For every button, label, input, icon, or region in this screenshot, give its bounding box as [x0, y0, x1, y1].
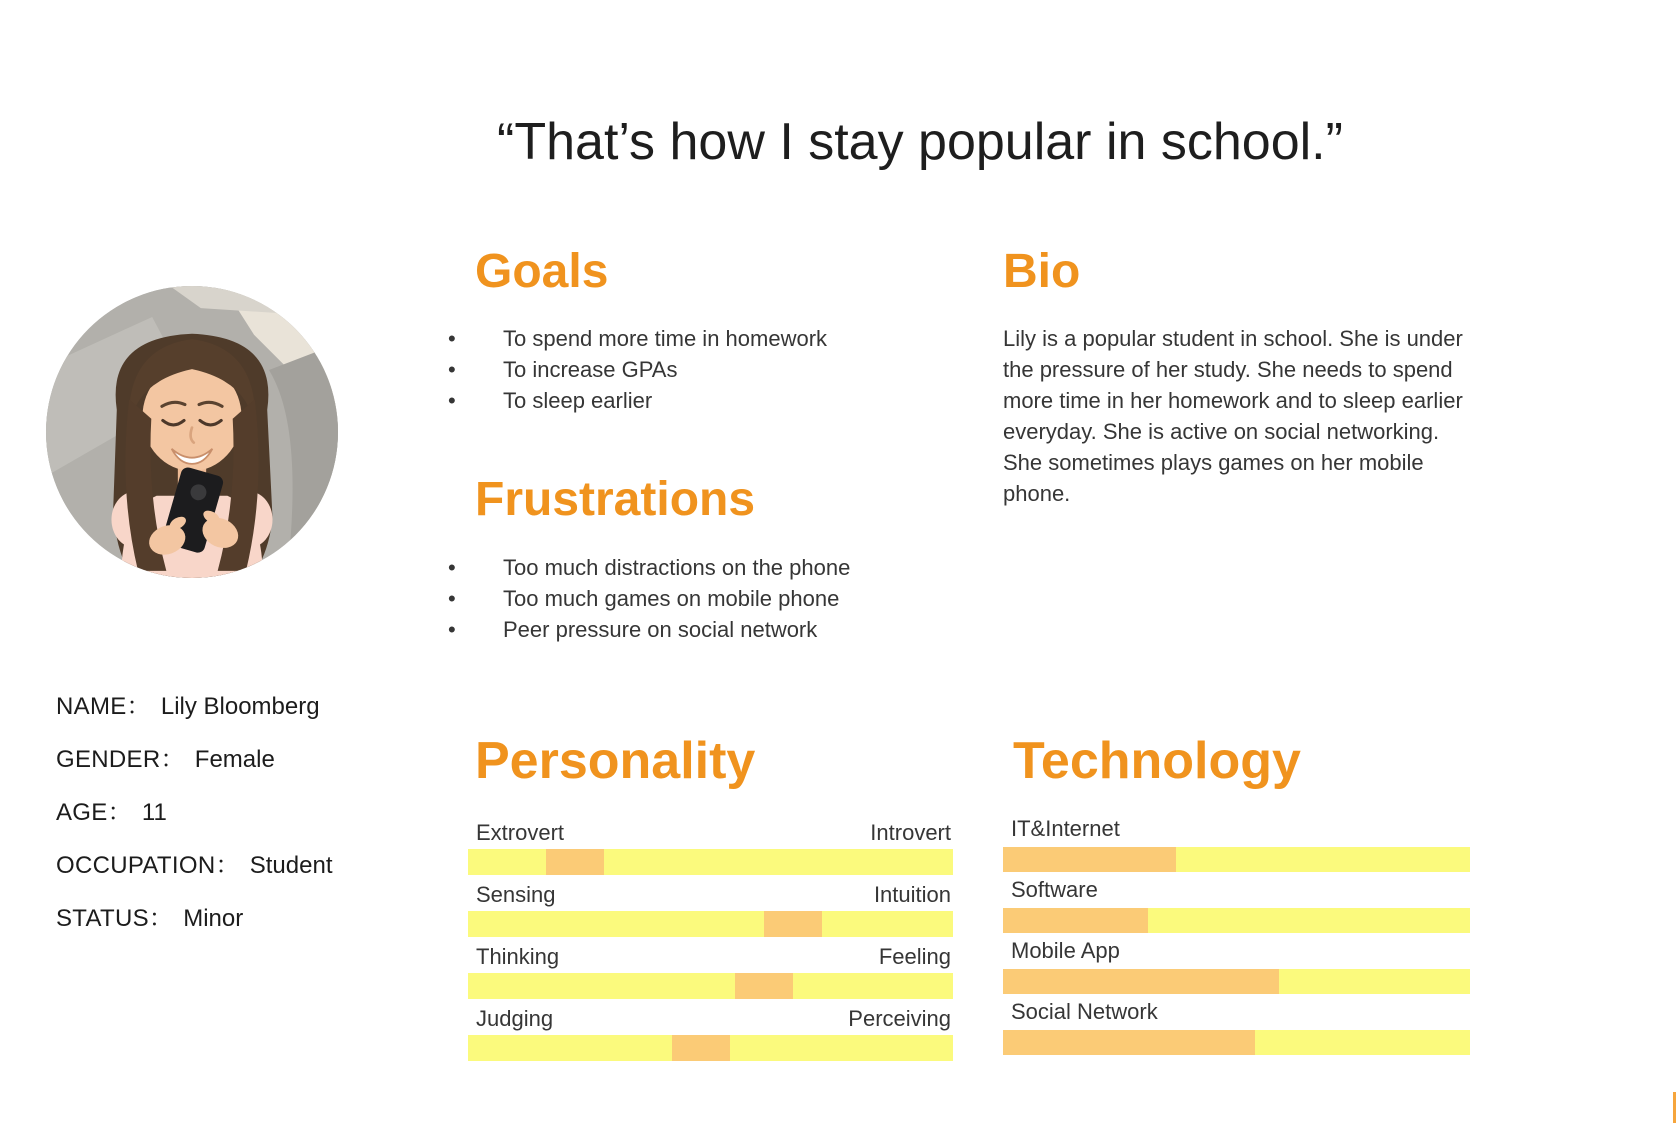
skill-label: Software: [1011, 877, 1098, 902]
frustrations-list: [446, 552, 946, 645]
bullet-icon: •: [448, 388, 456, 413]
profile-field: [56, 733, 332, 786]
goal-item-text: To sleep earlier: [503, 388, 653, 413]
profile-field-label: GENDER：: [56, 746, 185, 773]
frustration-item-text: Peer pressure on social network: [503, 617, 818, 642]
trait-scale-bar: [468, 1035, 953, 1061]
profile-field: [56, 786, 332, 839]
trait-marker: [735, 973, 793, 999]
bullet-icon: •: [448, 586, 456, 611]
goal-item: [446, 323, 946, 354]
skill-bar: [1003, 847, 1470, 872]
skill-bar: [1003, 908, 1470, 933]
goal-item: [446, 385, 946, 416]
trait-scale-bar: [468, 849, 953, 875]
skill-fill: [1003, 847, 1176, 872]
bullet-icon: •: [448, 555, 456, 580]
profile-field-value: 11: [141, 799, 167, 826]
profile-field: [56, 839, 332, 892]
personality-trait-row: [468, 818, 953, 880]
personality-trait-row: [468, 942, 953, 1004]
personality-trait-row: [468, 880, 953, 942]
bullet-icon: •: [448, 357, 456, 382]
trait-right-label: Intuition: [873, 882, 951, 907]
goals-heading: Goals: [475, 245, 609, 298]
frustration-item-text: Too much games on mobile phone: [503, 586, 840, 611]
personality-heading: Personality: [475, 732, 756, 790]
profile-list: [56, 680, 332, 945]
trait-labels: [468, 942, 953, 971]
bio-paragraph: Lily is a popular student in school. She is under the pressure of her study. She needs to spend more time in her homework and to sleep earlier everyday. She is active on social networking. She sometimes plays games on her mobile phone.: [1003, 326, 1463, 506]
profile-field: [56, 892, 332, 945]
trait-labels: [468, 1004, 953, 1033]
frustration-item: [446, 552, 946, 583]
profile-field-value: Female: [194, 746, 275, 773]
frustrations-heading: Frustrations: [475, 473, 756, 526]
skill-fill: [1003, 1030, 1255, 1055]
skill-fill: [1003, 908, 1148, 933]
profile-field-label: AGE：: [56, 799, 132, 826]
skill-label: Social Network: [1011, 999, 1158, 1024]
trait-marker: [764, 911, 822, 937]
trait-left-label: Thinking: [476, 944, 560, 969]
trait-left-label: Sensing: [476, 882, 556, 907]
trait-scale-bar: [468, 973, 953, 999]
persona-photo: [46, 286, 338, 578]
technology-heading: Technology: [1013, 732, 1301, 790]
skill-label: IT&Internet: [1011, 816, 1120, 841]
bullet-icon: •: [448, 326, 456, 351]
frustration-item-text: Too much distractions on the phone: [503, 555, 851, 580]
frustration-item: [446, 583, 946, 614]
technology-skill-row: [1003, 936, 1470, 997]
skill-label: Mobile App: [1011, 938, 1120, 963]
trait-labels: [468, 880, 953, 909]
technology-skill-row: [1003, 875, 1470, 936]
profile-field-value: Student: [249, 852, 333, 879]
skill-fill: [1003, 969, 1279, 994]
goal-item-text: To increase GPAs: [503, 357, 678, 382]
profile-field-value: Minor: [183, 905, 244, 932]
trait-right-label: Introvert: [870, 820, 951, 845]
trait-left-label: Judging: [476, 1006, 554, 1031]
profile-field: [56, 680, 332, 733]
trait-marker: [546, 849, 604, 875]
profile-field-label: OCCUPATION：: [56, 852, 240, 879]
trait-scale-bar: [468, 911, 953, 937]
trait-left-label: Extrovert: [476, 820, 565, 845]
persona-quote: “That’s how I stay popular in school.”: [497, 113, 1343, 171]
bio-heading: Bio: [1003, 245, 1081, 298]
personality-scales: [468, 818, 953, 1066]
profile-field-label: NAME：: [56, 693, 151, 720]
skill-bar: [1003, 969, 1470, 994]
technology-skill-row: [1003, 814, 1470, 875]
profile-field-value: Lily Bloomberg: [160, 693, 320, 720]
profile-field-label: STATUS：: [56, 905, 174, 932]
goal-item-text: To spend more time in homework: [503, 326, 828, 351]
trait-marker: [672, 1035, 730, 1061]
technology-skill-row: [1003, 997, 1470, 1058]
trait-right-label: Perceiving: [848, 1006, 951, 1031]
girl-with-phone-illustration: [46, 286, 338, 578]
bullet-icon: •: [448, 617, 456, 642]
goal-item: [446, 354, 946, 385]
goals-list: [446, 323, 946, 416]
skill-bar: [1003, 1030, 1470, 1055]
technology-skills: [1003, 814, 1470, 1058]
frustration-item: [446, 614, 946, 645]
personality-trait-row: [468, 1004, 953, 1066]
trait-labels: [468, 818, 953, 847]
trait-right-label: Feeling: [878, 944, 951, 969]
